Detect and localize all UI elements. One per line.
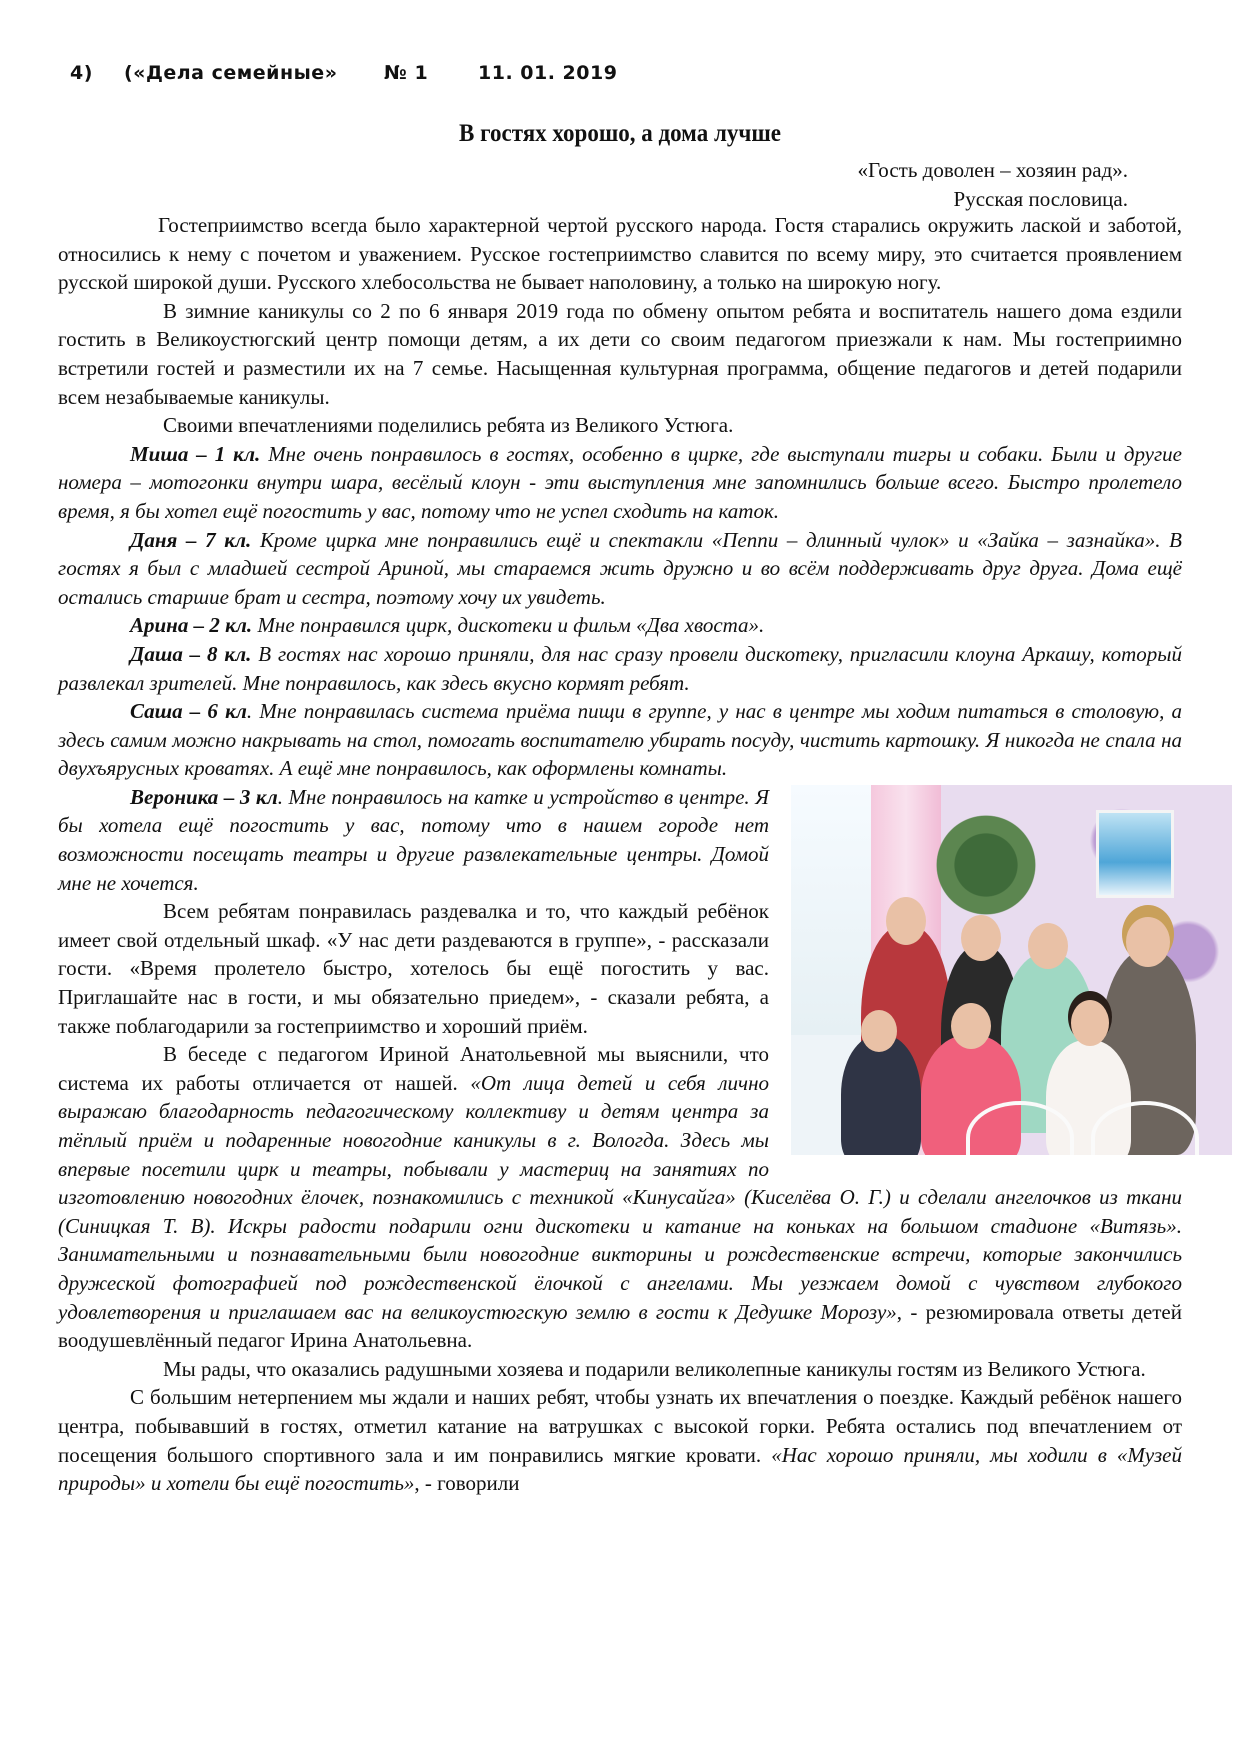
newspaper-name: («Дела семейные» — [124, 62, 338, 84]
paragraph: Мы рады, что оказались радушными хозяева и подарили великолепные каникулы гостям из Великого Устюга. — [163, 1356, 1146, 1381]
photo-person-head — [861, 1010, 897, 1052]
teacher-quote: «От лица детей и себя лично выражаю благодарность педагогическому коллективу и детям центра за тёплый приём и подаренные новогодние каникулы в г. Вологда. Здесь мы впервые посетили цирк и театры, побывали у мастериц на занятиях по изготовлению новогодних ёлочек, познакомились с техникой «Кинусайга» (Киселёва О. Г.) и сделали ангелочков из ткани (Синицкая Т. В). Искры радости подарили огни дискотеки и катание на коньках на большом стадионе «Витязь». Занимательными и познавательными были новогодние викторины и рождественские встречи, которые закончились дружеской фотографией под рождественской ёлочкой с ангелами. Мы уезжаем домой с чувством глубокого удовлетворения и приглашаем вас на великоустюгскую землю в гости к Дедушке Морозу» — [58, 1070, 1182, 1324]
paragraph — [58, 1383, 1182, 1497]
photo-person-head — [1028, 923, 1068, 969]
paragraph: Гостеприимство всегда было характерной чертой русского народа. Гостя старались окружить лаской и заботой, относились к нему с почетом и уважением. Русское гостеприимство славится по всему миру, это считается проявлением русской широкой души. Русского хлебосольства не бывает наполовину, а только на широкую ногу. — [58, 213, 1182, 295]
photo-person-head — [1071, 1000, 1109, 1046]
testimonial-author: Даня – 7 кл. — [130, 527, 252, 552]
issue-date: 11. 01. 2019 — [478, 62, 618, 84]
testimonial-author: Миша – 1 кл. — [130, 441, 261, 466]
testimonial — [58, 440, 1182, 526]
page-number: 4) — [70, 62, 93, 84]
paragraph-text: , - резюмировала ответы детей воодушевлённый педагог Ирина Анатольевна. — [58, 1299, 1182, 1353]
page-header — [70, 62, 617, 84]
group-photo — [791, 785, 1232, 1155]
testimonial-author: Вероника – 3 кл — [130, 784, 278, 809]
photo-window — [791, 785, 871, 1035]
paragraph: В зимние каникулы со 2 по 6 января 2019 года по обмену опытом ребята и воспитатель нашего дома ездили гостить в Великоустюгский центр помощи детям, а их дети со своим педагогом приезжали к нам. Мы гостеприимно встретили гостей и разместили их на 7 семье. Насыщенная культурная программа, общение педагогов и детей подарили всем незабываемые каникулы. — [58, 298, 1182, 409]
issue-number: № 1 — [384, 62, 429, 84]
testimonial — [58, 697, 1182, 783]
epigraph-source: Русская пословица. — [953, 187, 1128, 211]
testimonial-text: Мне понравился цирк, дискотеки и фильм «Два хвоста». — [257, 613, 765, 638]
testimonial-text: Кроме цирка мне понравились ещё и спектакли «Пеппи – длинный чулок» и «Зайка – зазнайка». В гостях я был с младшей сестрой Ариной, мы стараемся жить дружно и во всём поддерживать друг друга. Дома ещё остались старшие брат и сестра, поэтому хочу их увидеть. — [58, 527, 1182, 609]
paragraph-text: В беседе с педагогом Ириной Анатольевной мы выяснили, что система их работы отличается от нашей. — [58, 1042, 769, 1095]
testimonial-author: Арина – 2 кл. — [130, 613, 253, 638]
article-body — [58, 211, 1182, 1498]
paragraph-text: , - говорили — [414, 1471, 520, 1496]
paragraph: Своими впечатлениями поделились ребята из Великого Устюга. — [163, 413, 734, 438]
paragraph-text: С большим нетерпением мы ждали и наших ребят, чтобы узнать их впечатления о поездке. Каждый ребёнок нашего центра, побывавший в гостях, отметил катание на ватрушках с высокой горки. Ребята остались под впечатлением от посещения большого спортивного зала и им понравились мягкие кровати. — [58, 1385, 1182, 1467]
testimonial-text: В гостях нас хорошо приняли, для нас сразу провели дискотеку, пригласили клоуна Аркашу, который развлекал зрителей. Мне понравилось, как здесь вкусно кормят ребят. — [58, 641, 1182, 695]
testimonial-text: . Мне понравилась система приёма пищи в группе, у нас в центре мы ходим питаться в столовую, а здесь самим можно накрывать на стол, помогать воспитателю убирать посуду, чистить картошку. Я никогда не спала на двухъярусных кроватях. А ещё мне понравилось, как оформлены комнаты. — [58, 699, 1182, 781]
testimonial-text: Мне очень понравилось в гостях, особенно в цирке, где выступали тигры и собаки. Были и другие номера – мотогонки внутри шара, весёлый клоун - эти выступления мне запомнились больше всего. Быстро пролетело время, я бы хотел ещё погостить у вас, потому что не успел сходить на каток. — [58, 441, 1183, 523]
testimonial-author: Саша – 6 кл — [130, 699, 247, 724]
testimonial-text: . Мне понравилось на катке и устройство в центре. Я бы хотела ещё погостить у вас, потому что в нашем городе нет возможности посещать театры и другие развлекательные центры. Домой мне не хочется. — [58, 784, 769, 895]
testimonial — [58, 640, 1182, 697]
photo-person-head — [1126, 917, 1170, 967]
photo-painting — [1096, 810, 1174, 898]
photo-person — [841, 1035, 921, 1155]
photo-plant — [931, 795, 1041, 935]
testimonial — [58, 526, 1182, 612]
photo-person-head — [951, 1003, 991, 1049]
epigraph — [858, 156, 1129, 214]
testimonial — [58, 611, 1182, 640]
photo-person-head — [886, 897, 926, 945]
epigraph-quote: «Гость доволен – хозяин рад». — [857, 158, 1128, 182]
paragraph: Всем ребятам понравилась раздевалка и то, что каждый ребёнок имеет свой отдельный шкаф. «У нас дети раздеваются в группе», - рассказали гости. «Время пролетело быстро, хотелось бы ещё погостить у вас. Приглашайте нас в гости, и мы обязательно приедем», - сказали ребята, а также поблагодарили за гостеприимство и хороший приём. — [58, 899, 769, 1038]
testimonial-author: Даша – 8 кл. — [130, 641, 252, 666]
article-title: В гостях хорошо, а дома лучше — [459, 120, 781, 147]
children-quote: «Нас хорошо приняли, мы ходили в «Музей природы» и хотели бы ещё погостить» — [58, 1442, 1182, 1496]
photo-person-head — [961, 915, 1001, 961]
